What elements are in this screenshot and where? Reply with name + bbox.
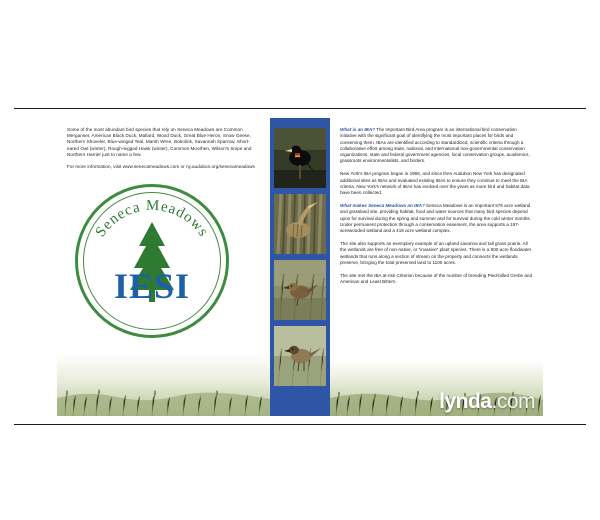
svg-text:Seneca Meadows: Seneca Meadows xyxy=(92,197,212,241)
bottom-divider xyxy=(14,424,586,425)
left-paragraph-1: Some of the most abundant bird species that rely on Seneca Meadows are Common Merganser, American Black Duck, Mallard, Wood Duck, Great Blue Heron, Snow Geese, Northern Shoveler, Blue-winged Teal, Marsh Wren, Bobolink, Savannah Sparrow, Short-eared Owl (winter), Rough-legged Hawk (winter), Common Moorhen, Wilson's Snipe and Northern Harrier just to name a few. xyxy=(67,127,252,157)
red-winged-blackbird-photo xyxy=(274,128,326,188)
top-divider xyxy=(14,108,586,109)
at-risk-criterion-paragraph: The site met the IBA at-risk Criterion because of the number of breeding Pied-billed Grebe and American and Least Bittern. xyxy=(340,272,533,284)
american-bittern-photo xyxy=(274,194,326,254)
brochure-spread xyxy=(57,118,543,416)
left-panel-body-text xyxy=(67,127,257,176)
ny-iba-history-paragraph: New York's IBA program began in 1996, and since then Audubon New York has designated additional sites as IBAs and evaluated existing IBAs to ensure they continue to meet the IBA criteria. New York's network of IBAs has evolved over the years as more bird and habitat data have been collected. xyxy=(340,171,530,196)
left-panel-marsh-illustration xyxy=(57,354,270,416)
seneca-meadows-iba-paragraph xyxy=(340,203,533,234)
brochure-right-panel xyxy=(330,118,543,416)
seneca-meadows-iba-text: Seneca Meadows is an important 576 acre wetland and grassland site, providing habitat, food and water sources that many bird species depend upon for survival during the spring and summer and for survival during the cold winter months. Under permanent protection through a conservation easement, the area supports a 157-acrewooded wetland and a 419 acre wetland complex. xyxy=(340,202,531,234)
savanna-prairie-paragraph: The site also supports an exemplary example of an upland savanna and tall grass prairie. All the wetlands are free of non-native, or “invasive” plant species. There is a 500-acre floodwater wetlands that runs along a section of stream on the property and connects the wetlands preserve, bringing the total preserved land to 1100 acres. xyxy=(340,240,532,265)
marsh-wren-photo xyxy=(274,260,326,320)
sparrow-photo xyxy=(274,326,326,386)
iesi-wordmark: IESI xyxy=(113,266,191,306)
seneca-meadows-iesi-logo xyxy=(75,184,235,344)
lynda-domain-suffix: .com xyxy=(491,390,535,413)
left-paragraph-2: For more information, visit www.senecameadows.com or ny.audubon.org/senecameadows xyxy=(67,164,255,170)
iba-definition-paragraph xyxy=(340,127,533,165)
heading-what-makes-seneca-meadows-an-iba: What makes Seneca Meadows an IBA? xyxy=(340,202,425,208)
brochure-photo-column xyxy=(270,118,330,416)
lynda-watermark xyxy=(439,390,535,414)
heading-what-is-an-iba: What is an IBA? xyxy=(340,127,375,132)
iba-definition-text: The Important Bird Area program is an international bird conservation initiative with the significant goal of identifying the most important places for birds and conserving them. IBAs are identified according to standardized, scientific criteria through a collaborative effort among state, national, and international non-governmental conservation organizations, state and federal government agencies, local conservation groups, academics, grassroots environmentalists, and birders. xyxy=(340,127,530,164)
right-panel-body-text xyxy=(340,127,533,292)
lynda-brand-text: lynda xyxy=(439,390,492,413)
brochure-left-panel xyxy=(57,118,270,416)
